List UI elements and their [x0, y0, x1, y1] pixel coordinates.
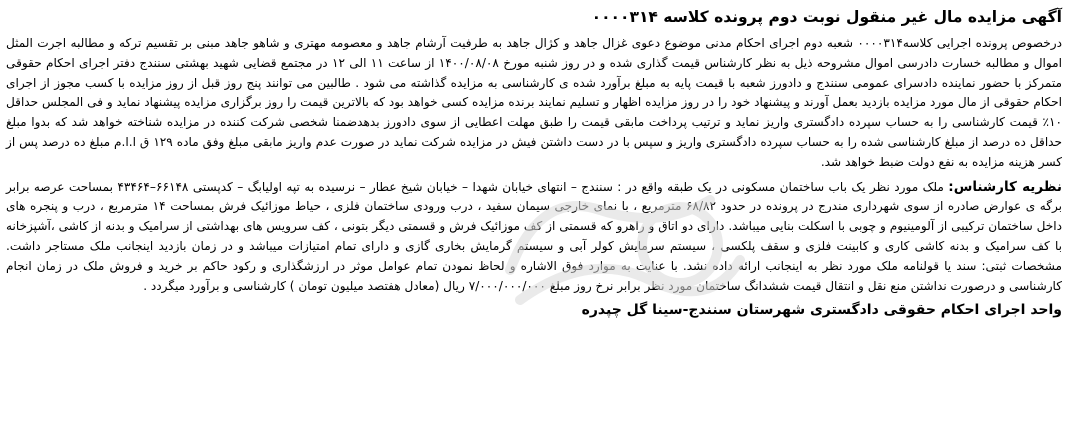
expert-opinion-text: ملک مورد نظر یک باب ساختمان مسکونی در یک طبقه واقع در : سنندج – انتهای خیابان شهدا – خیابان شیخ عطار – نرسیده به تپه اولیابگ – کدپستی ۶۶۱۴۸–۴۳۴۶۴ بمساحت عرصه برابر برگه ی عوارض صادره از سوی شهرداری مندرج در پرونده در حدود ۶۸/۸۲ مترمربع ، با نمای خارجی سیمان سفید ، درب ورودی ساختمان فلزی ، حیاط موزائیک فرش بمساحت ۱۴ مترمربع ، درب و پنجره های داخل ساختمان ترکیبی از آلومینیوم و چوبی با اسکلت بنایی میباشد. دارای دو اتاق و راهرو که قسمتی از کف موزائیک فرش و قسمتی دیگر بتونی ، کف سرویس های بهداشتی از سرامیک و بدنه از کاشی ،آشپزخانه با کف سرامیک و بدنه کاشی کاری و کابینت فلزی و سقف پلکسی ، سیستم سرمایش کولر آبی و سیستم گرمایش بخاری گازی و دارای تمام امتیازات میباشد و در زمان بازدید اینجانب ملک مستاجر داشت. مشخصات ثبتی: سند یا قولنامه ملک مورد نظر به اینجانب ارائه داده نشد. با عنایت به موارد فوق الاشاره و لحاظ نمودن تمام عوامل موثر در ارزشگذاری و رکود حاکم بر خرید و فروش ملک در زمان انجام کارشناسی و درصورت نداشتن منع نقل و انتقال قیمت ششدانگ ساختمان مورد نظر برابر نرخ روز مبلغ ۷/۰۰۰/۰۰۰/۰۰۰ ریال (معادل هفتصد میلیون تومان ) کارشناسی و برآورد میگردد . [6, 179, 1062, 293]
expert-opinion-paragraph [6, 178, 1062, 297]
expert-opinion-heading: نظریه کارشناس: [948, 178, 1062, 195]
notice-body-paragraph: درخصوص پرونده اجرایی کلاسه۰۰۰۰۳۱۴ شعبه دوم اجرای احکام مدنی موضوع دعوی غزال جاهد و کژال جاهد به طرفیت آرشام جاهد و معصومه مهتری و شاهو جاهد مبنی بر تقسیم ترکه و مطالبه اجرت المثل اموال و مطالبه خسارت دادرسی اموال مشروحه ذیل به نظر کارشناس قیمت گذاری شده و در روز شنبه مورخ ۱۴۰۰/۰۸/۰۸ از ساعت ۱۱ الی ۱۲ در مجتمع قضایی شهید بهشتی سنندج دفتر اجرای احکام حقوقی متمرکز با حضور نماینده دادسرای عمومی سنندج و دادورز شعبه با قیمت پایه به مبلغ برآورد شده ی کارشناسی به مزایده گذاشته می شود . طالبین می توانند پنج روز قبل از روز مزایده با کسب مجوز از اجرای احکام حقوقی از مال مورد مزایده بازدید بعمل آورند و پیشنهاد خود را در روز مزایده اظهار و تسلیم نمایند برنده مزایده کسی خواهد بود که بالاترین قیمت را روز برگزاری مزایده پیشنهاد نماید و فی المجلس حداقل ۱۰٪ قیمت کارشناسی را به حساب سپرده دادگستری واریز نماید و ترتیب پرداخت مابقی قیمت را طبق مهلت اعطایی از سوی دادورز بدهدضمنا شخصی شرکت کننده در مزایده شناخته خواهد شد که بدوا مبلغ حداقل ده درصد از مبلغ کارشناسی شده را به حساب سپرده دادگستری واریز و سپس با در دست داشتن فیش در مزایده شرکت نماید در صورت عدم واریز مابقی مبلغ وفق ماده ۱۲۹ ق ا.ا.م مبلغ ده درصد پس از کسر هزینه مزایده به نفع دولت ضبط خواهد شد. [6, 36, 1062, 169]
issuing-office-signature: واحد اجرای احکام حقوقی دادگستری شهرستان سنندج-سینا گل چپدره [581, 302, 1062, 319]
notice-title: آگهی مزایده مال غیر منقول نوبت دوم پرونده کلاسه ۰۰۰۰۳۱۴ [591, 8, 1062, 26]
